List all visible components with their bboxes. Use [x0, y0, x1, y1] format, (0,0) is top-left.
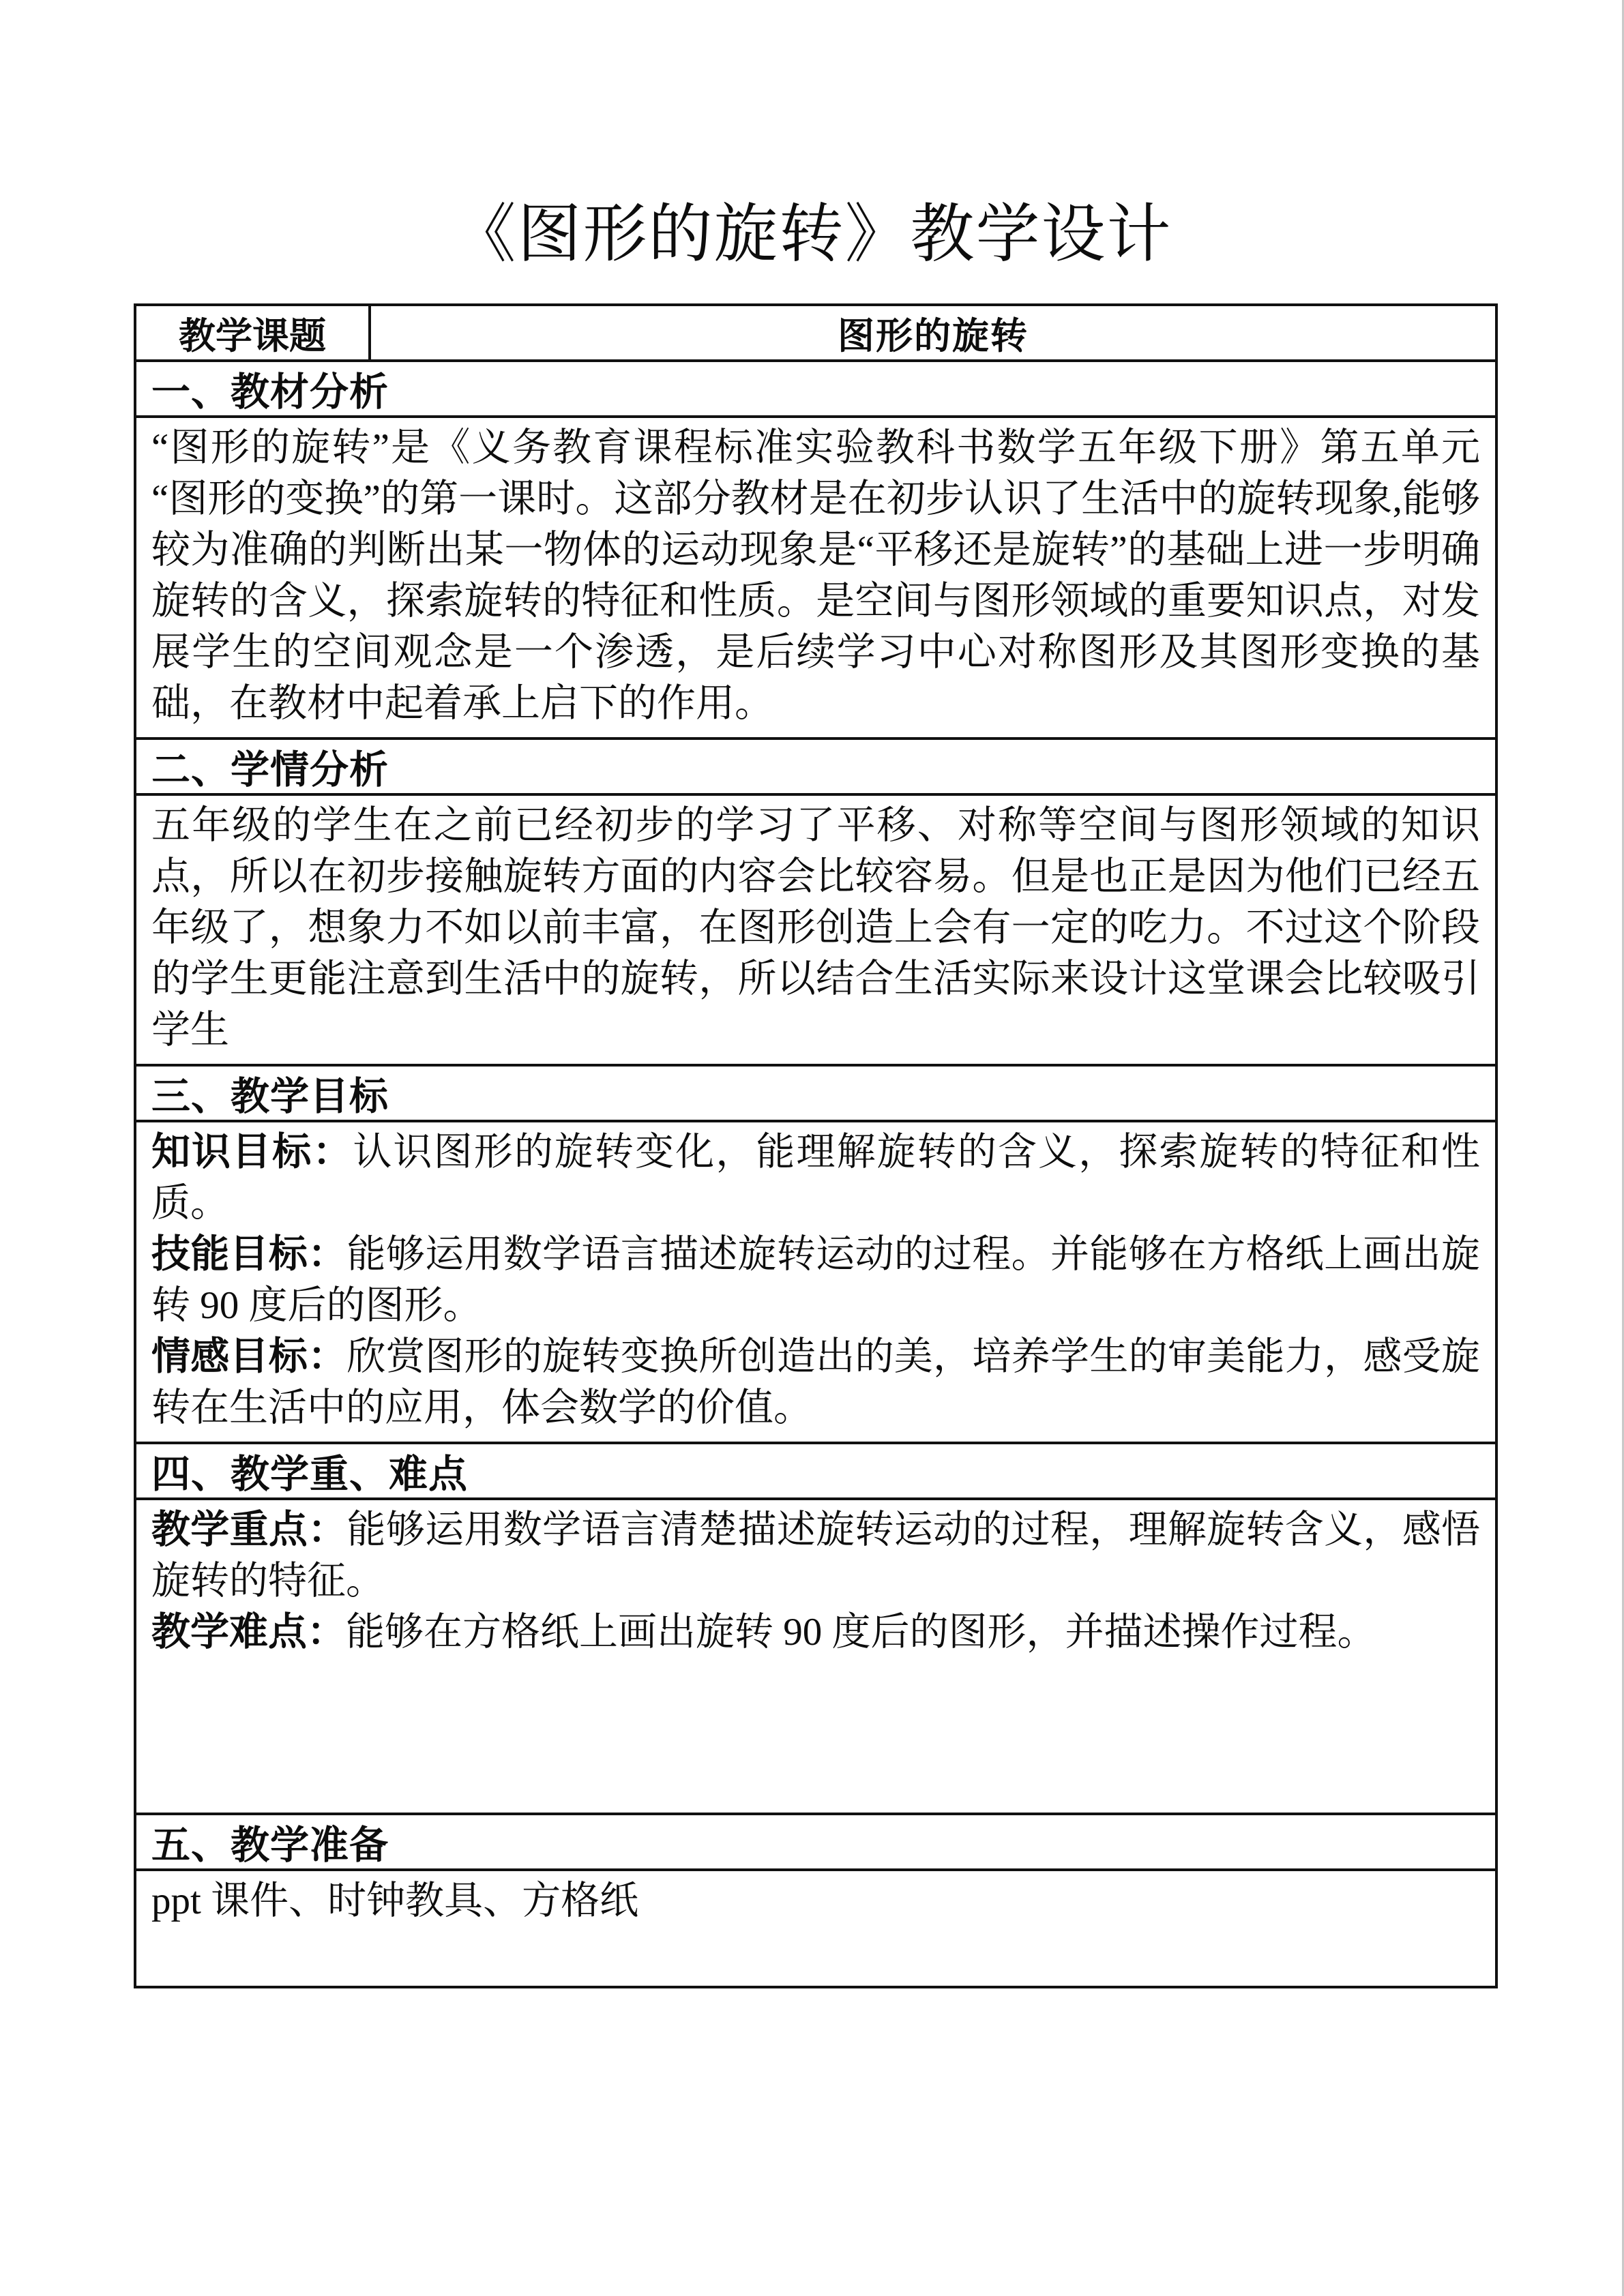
paragraph-text: 五年级的学生在之前已经初步的学习了平移、对称等空间与图形领域的知识点，所以在初步接触旋转方面的内容会比较容易。但是也正是因为他们已经五年级了，想象力不如以前丰富，在图形创造上会有一定的吃力。不过这个阶段的学生更能注意到生活中的旋转，所以结合生活实际来设计这堂课会比较吸引学生	[151, 804, 1480, 1052]
topic-label-cell: 教学课题	[136, 306, 371, 359]
topic-row	[136, 306, 1495, 359]
lesson-plan-table	[134, 303, 1498, 1988]
paragraph-lead: 教学重点：	[151, 1508, 347, 1552]
section-body-material-analysis	[136, 415, 1495, 737]
paragraph-text: “图形的旋转”是《义务教育课程标准实验教科书数学五年级下册》第五单元“图形的变换”的第一课时。这部分教材是在初步认识了生活中的旋转现象,能够较为准确的判断出某一物体的运动现象是“平移还是旋转”的基础上进一步明确旋转的含义，探索旋转的特征和性质。是空间与图形领域的重要知识点，对发展学生的空间观念是一个渗透，是后续学习中心对称图形及其图形变换的基础，在教材中起着承上启下的作用。	[151, 426, 1480, 726]
section-heading-learner-analysis: 二、学情分析	[136, 737, 1495, 793]
paragraph-text: 欣赏图形的旋转变换所创造出的美，培养学生的审美能力，感受旋转在生活中的应用，体会数学的价值。	[151, 1335, 1480, 1430]
section-heading-key-difficult-points: 四、教学重、难点	[136, 1442, 1495, 1497]
paragraph-text: 能够运用数学语言清楚描述旋转运动的过程，理解旋转含义，感悟旋转的特征。	[151, 1508, 1480, 1603]
paragraph	[151, 422, 1480, 729]
paragraph-lead: 情感目标：	[151, 1335, 347, 1379]
section-heading-teaching-objectives: 三、教学目标	[136, 1064, 1495, 1120]
section-body-learner-analysis	[136, 793, 1495, 1064]
document-title: 《图形的旋转》教学设计	[452, 199, 1172, 270]
paragraph	[151, 1331, 1480, 1433]
paragraph	[151, 1607, 1480, 1658]
paragraph	[151, 1229, 1480, 1331]
paragraph-lead: 技能目标：	[151, 1232, 347, 1277]
paragraph-lead: 知识目标：	[151, 1130, 353, 1174]
section-heading-material-analysis: 一、教材分析	[136, 359, 1495, 415]
section-body-teaching-objectives	[136, 1120, 1495, 1442]
section-body-key-difficult-points	[136, 1497, 1495, 1813]
paragraph-text: ppt 课件、时钟教具、方格纸	[151, 1879, 639, 1923]
topic-value-cell: 图形的旋转	[838, 315, 1029, 357]
paragraph-lead: 教学难点：	[151, 1610, 346, 1654]
paragraph	[151, 1504, 1480, 1607]
paragraph-text: 认识图形的旋转变化，能理解旋转的含义，探索旋转的特征和性质。	[151, 1131, 1480, 1225]
paragraph-text: 能够在方格纸上画出旋转 90 度后的图形，并描述操作过程。	[346, 1611, 1376, 1654]
paragraph	[151, 800, 1480, 1056]
paragraph	[151, 1875, 1480, 1926]
paragraph	[151, 1127, 1480, 1229]
paragraph-text: 能够运用数学语言描述旋转运动的过程。并能够在方格纸上画出旋转 90 度后的图形。	[151, 1233, 1480, 1328]
section-heading-teaching-preparation: 五、教学准备	[136, 1813, 1495, 1868]
section-body-teaching-preparation	[136, 1868, 1495, 1986]
